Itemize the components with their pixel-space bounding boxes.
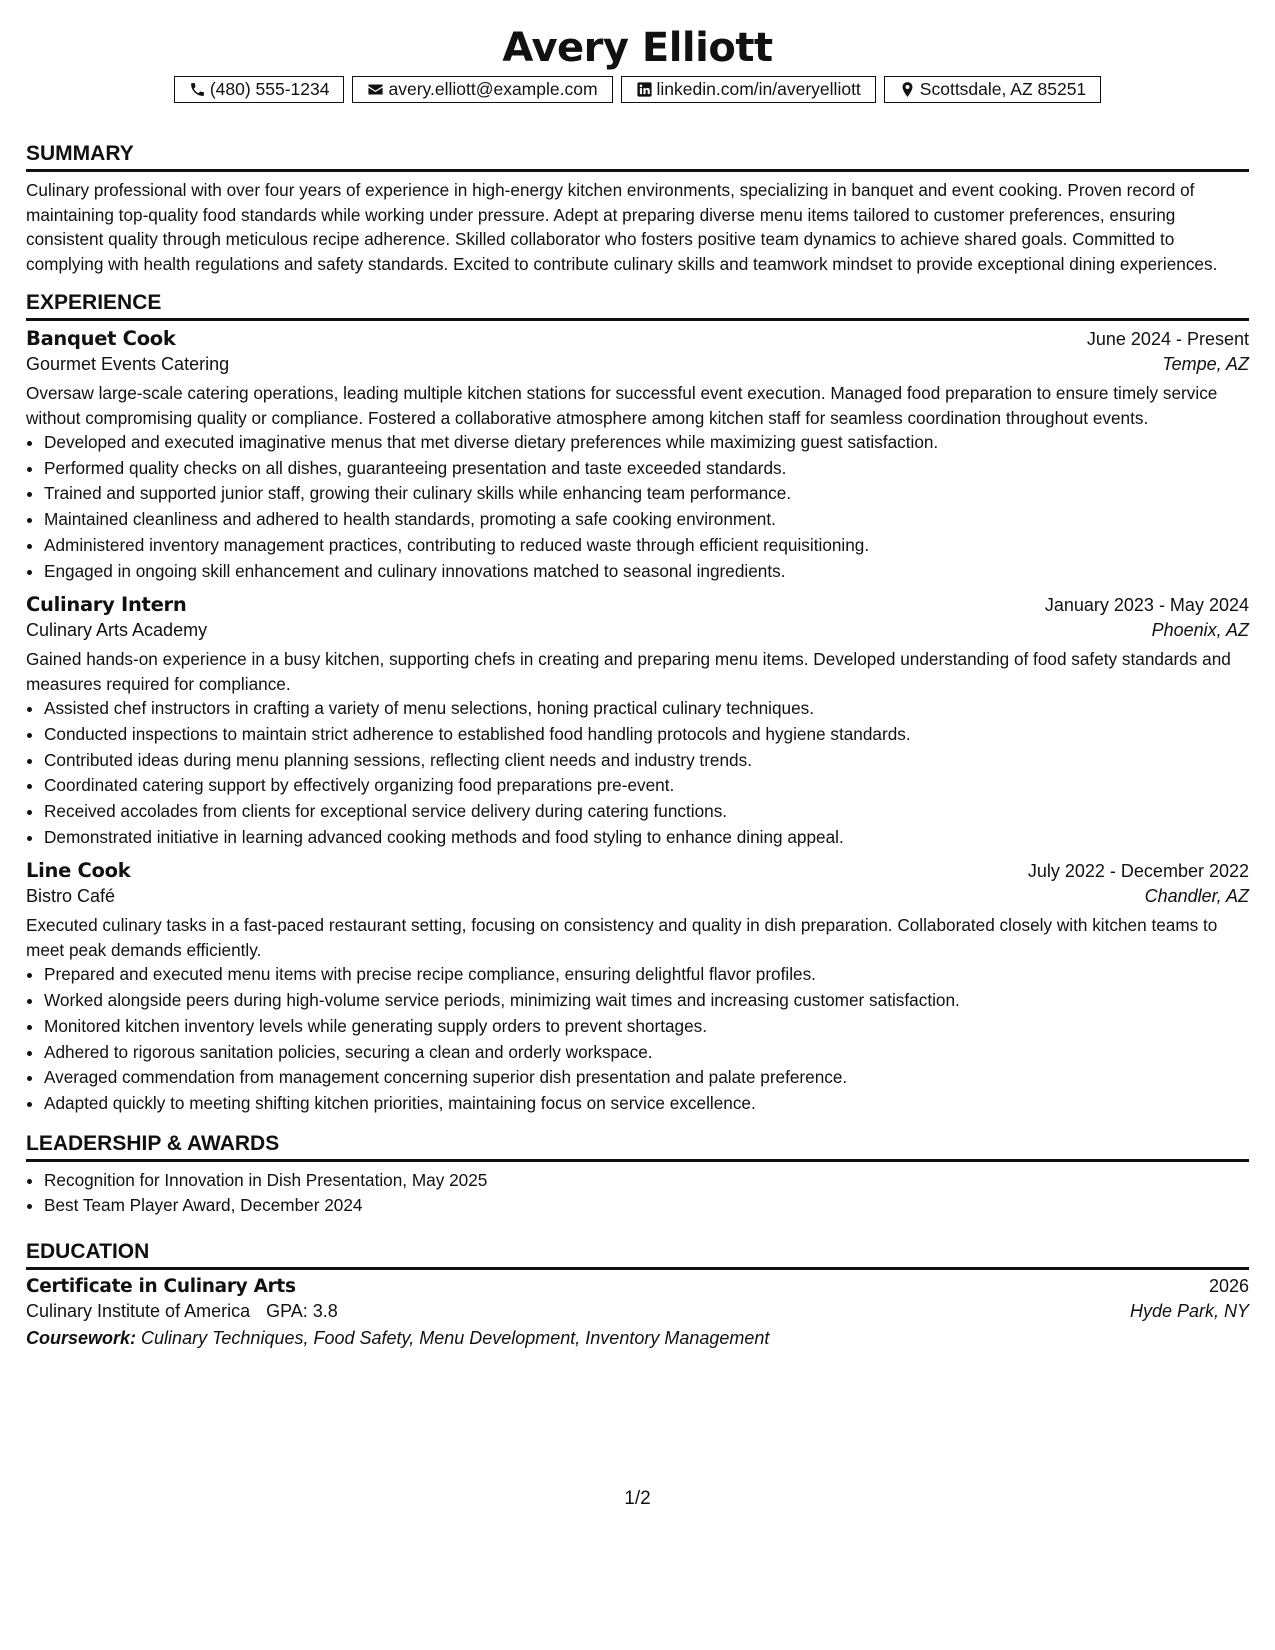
candidate-name: Avery Elliott	[502, 25, 773, 71]
section-title-experience: EXPERIENCE	[26, 290, 1249, 321]
job-bullets	[26, 962, 1249, 1116]
list-item: • Engaged in ongoing skill enhancement and culinary innovations matched to seasonal ingredients.	[44, 559, 1249, 585]
section-title-leadership: LEADERSHIP & AWARDS	[26, 1131, 1249, 1162]
list-item: • Adapted quickly to meeting shifting kitchen priorities, maintaining focus on service excellence.	[44, 1091, 1249, 1117]
list-item: • Demonstrated initiative in learning advanced cooking methods and food styling to enhance dining appeal.	[44, 825, 1249, 851]
linkedin-icon	[636, 81, 653, 98]
job-company: Gourmet Events Catering	[26, 354, 230, 374]
job-location: Phoenix, AZ	[1151, 620, 1249, 641]
job-entry	[26, 593, 1249, 850]
contact-location[interactable]	[884, 76, 1101, 103]
coursework-text: Culinary Techniques, Food Safety, Menu Development, Inventory Management	[141, 1328, 770, 1349]
job-location: Tempe, AZ	[1162, 354, 1249, 374]
list-item: • Developed and executed imaginative menus that met diverse dietary preferences while maximizing guest satisfaction.	[44, 430, 1249, 456]
awards-list	[26, 1168, 1249, 1219]
list-item: • Received accolades from clients for exceptional service delivery during catering functions.	[44, 799, 1249, 825]
leadership-section	[26, 1131, 1249, 1219]
school-name: Culinary Institute of America	[26, 1301, 251, 1322]
coursework-line	[26, 1328, 1249, 1349]
school-location: Hyde Park, NY	[1129, 1301, 1249, 1322]
phone-icon	[189, 81, 206, 98]
job-bullets	[26, 430, 1249, 584]
list-item: • Conducted inspections to maintain strict adherence to established food handling protocols and hygiene standards.	[44, 722, 1249, 748]
list-item: • Recognition for Innovation in Dish Presentation, May 2025	[44, 1168, 1249, 1194]
job-location: Chandler, AZ	[1144, 886, 1249, 907]
job-company: Bistro Café	[26, 886, 116, 907]
list-item: • Trained and supported junior staff, growing their culinary skills while enhancing team performance.	[44, 481, 1249, 507]
education-section	[26, 1239, 1249, 1349]
job-description: Oversaw large-scale catering operations, leading multiple kitchen stations for successful event execution. Managed food preparation to ensure timely service without compromising quality or compliance. Fostered a collaborative atmosphere among kitchen staff for seamless coordination throughout events.	[26, 383, 1218, 428]
section-title-summary: SUMMARY	[26, 141, 1249, 172]
page-number: 1/2	[624, 1488, 651, 1509]
list-item: • Adhered to rigorous sanitation policies, securing a clean and orderly workspace.	[44, 1040, 1249, 1066]
contact-email[interactable]	[352, 76, 612, 103]
map-pin-icon	[899, 81, 916, 98]
list-item: • Worked alongside peers during high-volume service periods, minimizing wait times and increasing customer satisfaction.	[44, 988, 1249, 1014]
contact-linkedin[interactable]	[621, 76, 876, 103]
job-title: Culinary Intern	[26, 593, 187, 617]
job-dates: January 2023 - May 2024	[1044, 595, 1249, 616]
job-bullets	[26, 696, 1249, 850]
job-entry	[26, 859, 1249, 1116]
list-item: • Prepared and executed menu items with precise recipe compliance, ensuring delightful flavor profiles.	[44, 962, 1249, 988]
list-item: • Contributed ideas during menu planning sessions, reflecting client needs and industry trends.	[44, 748, 1249, 774]
contact-email-text: avery.elliott@example.com	[388, 79, 598, 99]
list-item: • Administered inventory management practices, contributing to reduced waste through efficient requisitioning.	[44, 533, 1249, 559]
contact-linkedin-text: linkedin.com/in/averyelliott	[656, 79, 861, 99]
job-description: Gained hands-on experience in a busy kitchen, supporting chefs in creating and preparing menu items. Developed understanding of food safety standards and measures required for compliance.	[26, 649, 1231, 694]
gpa-text: GPA: 3.8	[266, 1301, 338, 1322]
list-item: • Maintained cleanliness and adhered to health standards, promoting a safe cooking environment.	[44, 507, 1249, 533]
job-title: Banquet Cook	[26, 327, 176, 350]
list-item: • Assisted chef instructors in crafting a variety of menu selections, honing practical culinary techniques.	[44, 696, 1249, 722]
list-item: • Averaged commendation from management concerning superior dish presentation and palate preference.	[44, 1065, 1249, 1091]
list-item: • Coordinated catering support by effectively organizing food preparations pre-event.	[44, 773, 1249, 799]
education-year: 2026	[1208, 1276, 1249, 1297]
section-title-education: EDUCATION	[26, 1239, 1249, 1270]
job-dates: July 2022 - December 2022	[1027, 861, 1249, 882]
degree-title: Certificate in Culinary Arts	[26, 1276, 296, 1298]
list-item: • Monitored kitchen inventory levels while generating supply orders to prevent shortages.	[44, 1014, 1249, 1040]
contact-phone[interactable]	[174, 76, 345, 103]
summary-section	[26, 141, 1249, 276]
job-entry	[26, 327, 1249, 584]
coursework-label: Coursework:	[26, 1328, 137, 1349]
contact-phone-text: (480) 555-1234	[209, 79, 330, 99]
job-company: Culinary Arts Academy	[26, 620, 208, 641]
job-description: Executed culinary tasks in a fast-paced restaurant setting, focusing on consistency and quality in dish preparation. Collaborated closely with kitchen teams to meet peak demands efficiently.	[26, 915, 1218, 960]
contact-location-text: Scottsdale, AZ 85251	[919, 79, 1087, 99]
list-item: • Performed quality checks on all dishes, guaranteeing presentation and taste exceeded standards.	[44, 456, 1249, 482]
job-dates: June 2024 - Present	[1086, 329, 1249, 349]
contact-bar	[26, 76, 1249, 103]
summary-text: Culinary professional with over four years of experience in high-energy kitchen environments, specializing in banquet and event cooking. Proven record of maintaining top-quality food standards while working under pressure. Adept at preparing diverse menu items tailored to customer preferences, ensuring consistent quality through meticulous recipe adherence. Skilled collaborator who fosters positive team dynamics to achieve shared goals. Committed to complying with health regulations and safety standards. Excited to contribute culinary skills and teamwork mindset to provide exceptional dining experiences.	[26, 180, 1218, 274]
list-item: • Best Team Player Award, December 2024	[44, 1193, 1249, 1219]
envelope-icon	[367, 81, 384, 98]
experience-section	[26, 290, 1249, 1117]
school-line	[26, 1301, 338, 1322]
resume-page	[26, 0, 1249, 1349]
job-title: Line Cook	[26, 859, 131, 883]
